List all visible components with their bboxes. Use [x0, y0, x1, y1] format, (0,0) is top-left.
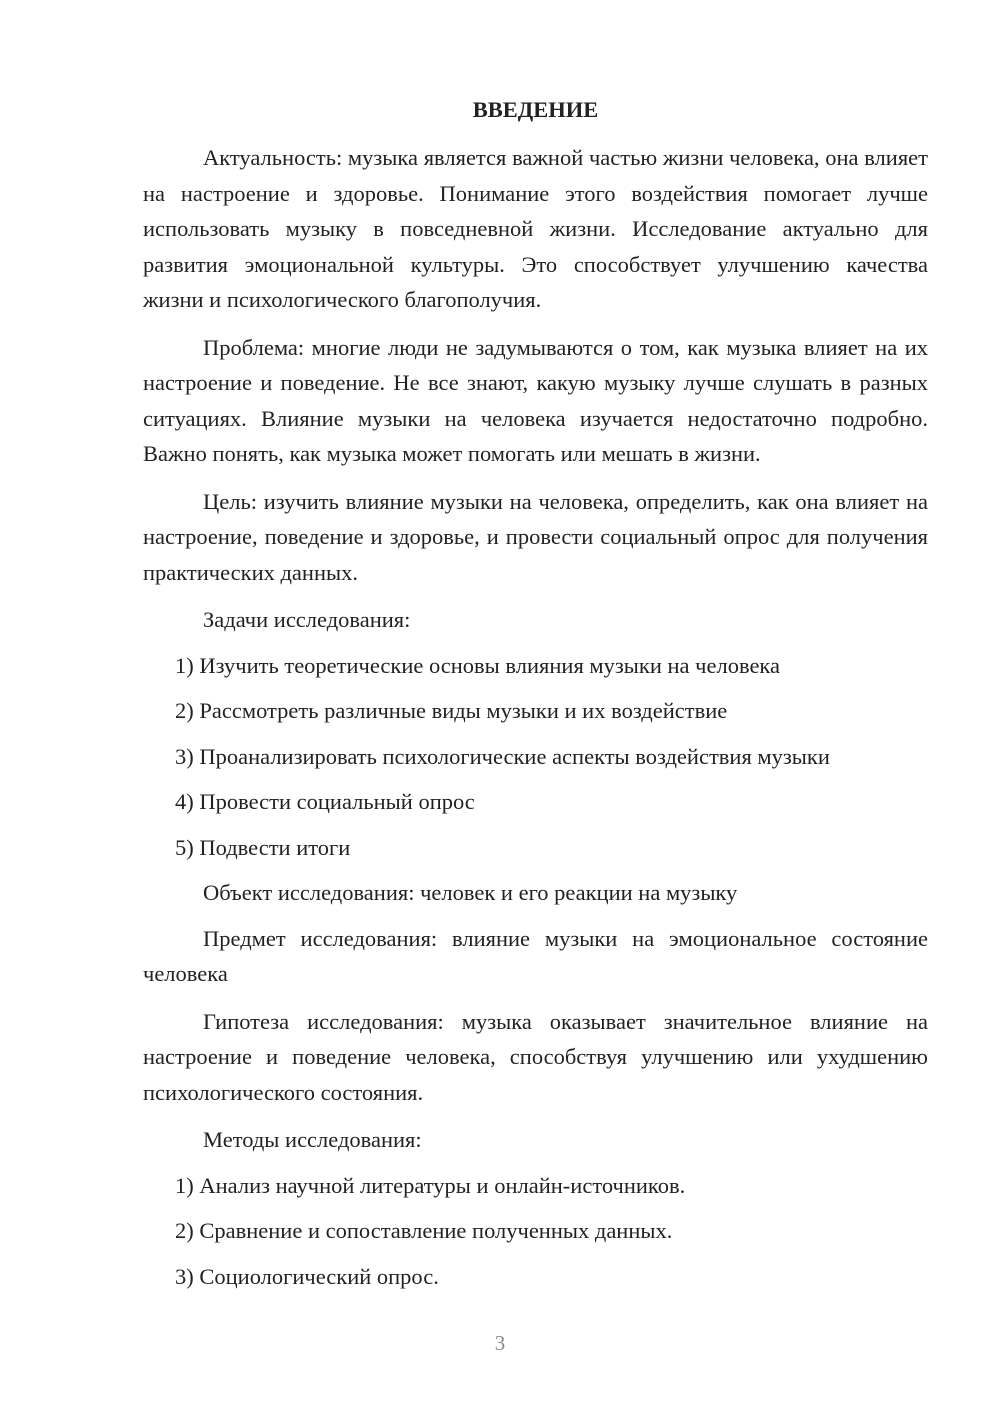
list-item: 3) Социологический опрос. [175, 1263, 439, 1289]
tasks-list [143, 648, 928, 866]
list-item: 5) Подвести итоги [175, 834, 351, 860]
methods-heading: Методы исследования: [203, 1127, 422, 1152]
problem-paragraph: Проблема: многие люди не задумываются о том, как музыка влияет на их настроение и поведение. Не все знают, какую музыку лучше слушать в разных ситуациях. Влияние музыки на человека изучается недостаточно подробно. Важно понять, как музыка может помогать или мешать в жизни. [143, 334, 928, 466]
list-item: 2) Сравнение и сопоставление полученных данных. [175, 1218, 673, 1243]
page-number: 3 [494, 1331, 506, 1355]
tasks-heading: Задачи исследования: [203, 607, 411, 632]
list-item: 4) Провести социальный опрос [175, 789, 475, 814]
list-item: 1) Изучить теоретические основы влияния музыки на человека [175, 652, 781, 678]
subject-paragraph: Предмет исследования: влияние музыки на эмоциональное состояние человека [143, 925, 928, 986]
hypothesis-paragraph: Гипотеза исследования: музыка оказывает значительное влияние на настроение и поведение человека, способствуя улучшению или ухудшению психологического состояния. [143, 1008, 928, 1105]
object-paragraph: Объект исследования: человек и его реакции на музыку [203, 880, 738, 905]
list-item: 3) Проанализировать психологические аспекты воздействия музыки [175, 743, 830, 769]
relevance-paragraph: Актуальность: музыка является важной частью жизни человека, она влияет на настроение и здоровье. Понимание этого воздействия помогает лучше использовать музыку в повседневной жизни. Исследование актуально для развития эмоциональной культуры. Это способствует улучшению качества жизни и психологического благополучия. [143, 145, 928, 312]
document-page [143, 95, 928, 1304]
page-title: ВВЕДЕНИЕ [472, 97, 599, 122]
list-item: 1) Анализ научной литературы и онлайн-источников. [175, 1172, 686, 1198]
goal-paragraph: Цель: изучить влияние музыки на человека, определить, как она влияет на настроение, поведение и здоровье, и провести социальный опрос для получения практических данных. [143, 488, 928, 585]
list-item: 2) Рассмотреть различные виды музыки и их воздействие [175, 698, 728, 723]
methods-list [143, 1168, 928, 1295]
